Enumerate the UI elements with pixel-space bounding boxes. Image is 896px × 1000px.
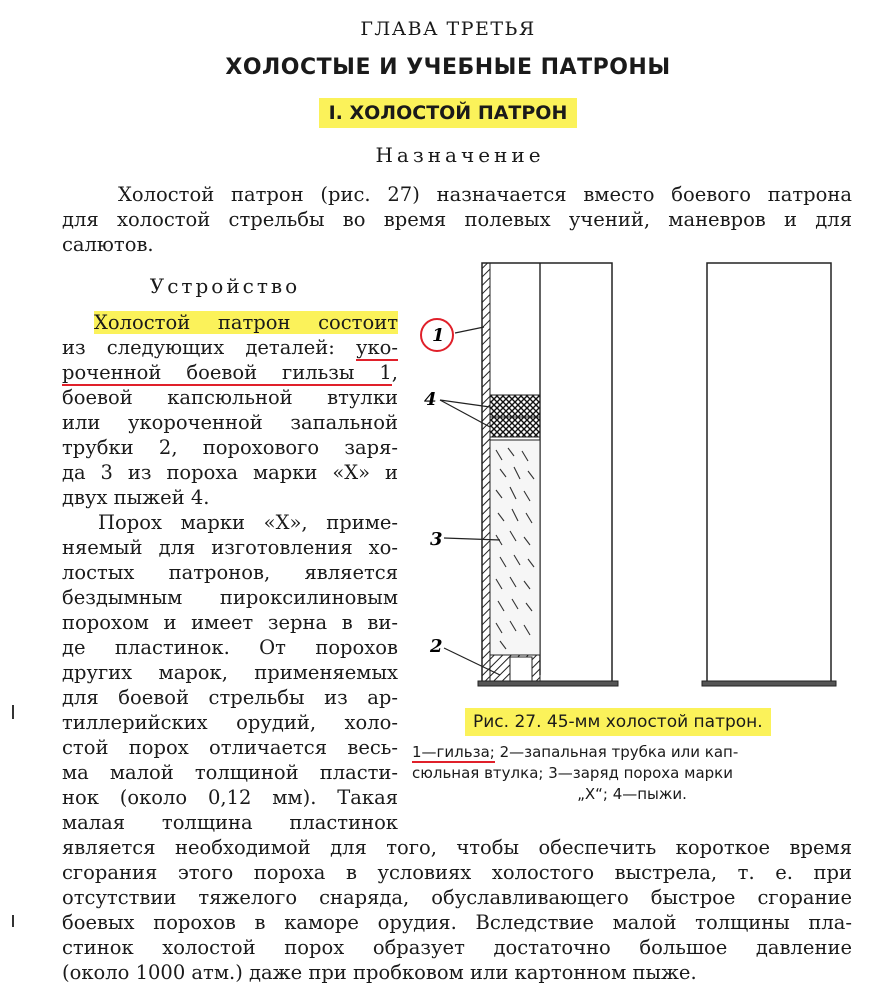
text-line: де пластинок. От порохов [62, 636, 398, 659]
text-line: няемый для изготовления хо- [62, 536, 398, 559]
text-line: отсутствии тяжелого снаряда, обуславливающего быстрое сгорание [62, 886, 852, 909]
text-line: бездымным пироксилиновым [62, 586, 398, 609]
cartridge-exterior [702, 263, 836, 686]
label-3: 3 [430, 529, 443, 550]
figure-caption: Рис. 27. 45-мм холостой патрон. [465, 708, 771, 736]
text-line: боевой капсюльной втулки [62, 386, 398, 409]
purpose-heading: Назначение [375, 143, 545, 167]
text-line: сюльная втулка; 3—заряд пороха марки [412, 764, 733, 782]
underlined-text: 1—гильза; [412, 743, 495, 761]
highlighted-text: Холостой патрон состоит [94, 311, 398, 334]
text-line: малая толщина пластинок [62, 811, 398, 834]
text-line: сгорания этого пороха в условиях холостого выстрела, т. е. при [62, 861, 852, 884]
text-span: 2—запальная трубка или кап- [494, 743, 739, 761]
section-heading-wrap [0, 98, 896, 128]
device-paragraph [62, 310, 398, 510]
text-line: или укороченной запальной [62, 411, 398, 434]
text-line: да 3 из пороха марки «Х» и [62, 461, 398, 484]
text-line: других марок, применяемых [62, 661, 398, 684]
text-line: (около 1000 атм.) даже при пробковом или картонном пыже. [62, 961, 697, 984]
text-line: боевых порохов в каморе орудия. Вследствие малой толщины пла- [62, 911, 852, 934]
text-span: из следующих деталей: [62, 336, 335, 359]
section-heading: I. ХОЛОСТОЙ ПАТРОН [319, 98, 578, 128]
chapter-title: ХОЛОСТЫЕ И УЧЕБНЫЕ ПАТРОНЫ [225, 55, 671, 80]
label-4: 4 [424, 389, 437, 410]
text-line: порохом и имеет зерна в ви- [62, 611, 398, 634]
label-2: 2 [430, 636, 443, 657]
text-line: ма малой толщиной пласти- [62, 761, 398, 784]
underlined-text: уко- [356, 336, 399, 359]
text-line: Порох марки «Х», приме- [98, 511, 398, 534]
cartridge-section [478, 263, 618, 686]
text-line: для боевой стрельбы из ар- [62, 686, 398, 709]
text-line: лостых патронов, является [62, 561, 398, 584]
text-line: нок (около 0,12 мм). Такая [62, 786, 398, 809]
cartridge-figure [410, 255, 860, 695]
text-line: салютов. [62, 233, 154, 256]
pressure-paragraph [62, 835, 852, 985]
text-line: „Х“; 4—пыжи. [577, 785, 687, 803]
text-line: для холостой стрельбы во время полевых учений, маневров и для [62, 208, 852, 231]
text-line: стой порох отличается весь- [62, 736, 398, 759]
label-1: 1 [432, 325, 445, 346]
powder-paragraph [62, 510, 398, 835]
text-line: Холостой патрон (рис. 27) назначается вместо боевого патрона [118, 183, 852, 206]
figure-legend [412, 742, 852, 805]
text-line: двух пыжей 4. [62, 486, 210, 509]
text-line: тиллерийских орудий, холо- [62, 711, 398, 734]
text-span: , [391, 361, 398, 384]
underlined-text: роченной боевой гильзы 1 [62, 361, 392, 384]
text-line: стинок холостой порох образует достаточно большое давление [62, 936, 852, 959]
text-line: является необходимой для того, чтобы обеспечить короткое время [62, 836, 852, 859]
margin-mark [12, 705, 14, 719]
chapter-heading: ГЛАВА ТРЕТЬЯ [360, 18, 536, 40]
margin-mark [12, 915, 14, 927]
text-line: трубки 2, порохового заря- [62, 436, 398, 459]
intro-paragraph [62, 182, 852, 257]
device-heading: Устройство [149, 274, 301, 298]
